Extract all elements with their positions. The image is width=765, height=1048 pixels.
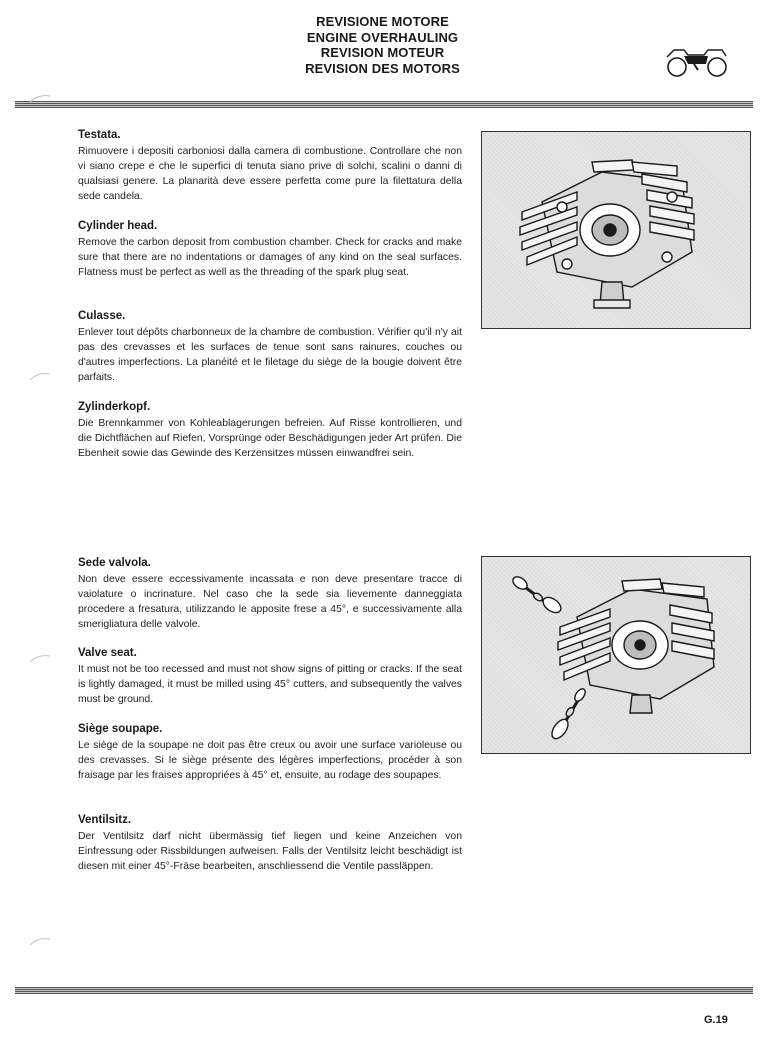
scan-mark-decoration: [28, 92, 54, 104]
page-number: G.19: [704, 1014, 728, 1026]
section-body: Die Brennkammer von Kohleablagerungen befreien. Auf Risse kontrollieren, und die Dichtflächen auf Riefen, Vorsprünge oder Beschädigungen jeder Art prüfen. Die Ebenheit sowie das Gewinde des Kerzensitzes müssen einwandfrei sein.: [78, 418, 462, 459]
section-cylinder-head: [78, 219, 462, 280]
section-body: Rimuovere i depositi carboniosi dalla camera di combustione. Controllare che non vi siano crepe e che le superfici di tenuta siano prive di solchi, scalini o danni di qualsiasi genere. La planarità deve essere perfetta come pure la filettatura della sede candela.: [78, 146, 462, 202]
scan-mark-decoration: [28, 370, 54, 382]
section-siege-soupape: [78, 722, 462, 783]
section-body: It must not be too recessed and must not show signs of pitting or cracks. If the seat is lightly damaged, it must be milled using 45° cutters, and subsequently the valves must be ground.: [78, 664, 462, 705]
title-english: ENGINE OVERHAULING: [306, 29, 459, 45]
section-culasse: [78, 309, 462, 385]
section-title: Testata.: [78, 129, 121, 141]
header-rule: [15, 101, 753, 108]
title-french: REVISION MOTEUR: [320, 45, 445, 60]
section-sede-valvola: [78, 556, 462, 632]
section-body: Enlever tout dépôts charbonneux de la chambre de combustion. Vérifier qu'il n'y ait pas des crevasses et les surfaces de tenue sont sans rainures, couches ou d'autres imperfections. La planéité et le filetage du siège de la bougie doivent être parfaits.: [78, 327, 462, 383]
section-ventilsitz: [78, 813, 462, 874]
section-body: Non deve essere eccessivamente incassata e non deve presentare tracce di vaiolature o incrinature. Nel caso che la sede sia lievemente danneggiata procedere a fresatura, utilizzando le apposite frese a 45°, e successivamente alla smerigliatura delle valvole.: [78, 574, 462, 630]
footer-rule: [15, 987, 753, 994]
section-body: Remove the carbon deposit from combustion chamber. Check for cracks and make sure that there are no indentations or damages of any kind on the seal surfaces. Flatness must be perfect as well as the threading of the spark plug seat.: [78, 237, 462, 278]
section-title: Ventilsitz.: [78, 814, 132, 826]
page-header: [0, 14, 765, 76]
section-testata: [78, 128, 462, 204]
section-body: Der Ventilsitz darf nicht übermässig tief liegen und keine Anzeichen von Einfressung oder Rissbildungen aufweisen. Falls der Ventilsitz leicht beschädigt ist diesen mit einer 45°-Fräse bearbeiten, anschliessend die Ventile passläppen.: [78, 831, 462, 872]
motorcycle-icon: [664, 46, 730, 78]
section-title: Cylinder head.: [78, 220, 158, 232]
title-german: REVISION DES MOTORS: [305, 60, 460, 76]
section-title: Zylinderkopf.: [78, 401, 151, 413]
scan-mark-decoration: [28, 652, 54, 664]
section-title: Culasse.: [78, 310, 126, 322]
section-title: Sede valvola.: [78, 557, 151, 569]
cylinder-head-valves-illustration: [481, 556, 751, 754]
section-title: Siège soupape.: [78, 723, 163, 735]
scan-mark-decoration: [28, 935, 54, 947]
cylinder-head-illustration: [481, 131, 751, 329]
section-valve-seat: [78, 646, 462, 707]
section-title: Valve seat.: [78, 647, 137, 659]
section-body: Le siège de la soupape ne doit pas être creux ou avoir une surface varioleuse ou des crevasses. Si le siège présente des légères imperfections, procéder à son fraisage par les fraises appropriées à 45° et, ensuite, au rodage des soupapes.: [78, 740, 462, 781]
section-zylinderkopf: [78, 400, 462, 461]
title-italian: REVISIONE MOTORE: [316, 14, 449, 29]
